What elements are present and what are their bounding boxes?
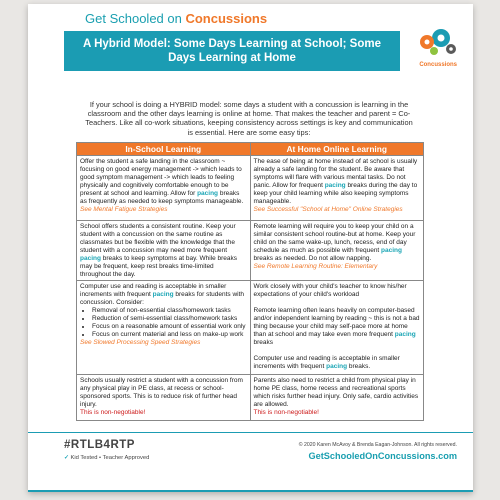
column-header-in-school: In-School Learning: [77, 143, 251, 156]
online-strategies-link[interactable]: See Successful "School at Home" Online Strategies: [253, 206, 403, 213]
non-negotiable-note: This is non-negotiable!: [253, 409, 319, 416]
table-row: [77, 281, 424, 375]
column-header-at-home: At Home Online Learning: [250, 143, 424, 156]
processing-speed-link[interactable]: See Slowed Processing Speed Strategies: [80, 339, 201, 346]
table-header-row: [77, 143, 424, 156]
list-item: • Focus on current material and less on make-up work: [92, 331, 247, 339]
hashtag: #RTLB4RTP: [64, 439, 135, 451]
cell-at-home-computer-use: Work closely with your child's teacher to know his/her expectations of your child's workload Remote learning often leans heavily on computer-based and/or independent learning by reading ~ this is not a bad thing because your child may self-pace more at home than at school and may take even more frequent pacing breaks Computer use and reading is acceptable in smaller increments with frequent pacing breaks.: [250, 281, 424, 375]
table-row: [77, 375, 424, 421]
copyright-notice: © 2020 Karen McAvoy & Brenda Eagan-Johnson. All rights reserved.: [298, 442, 457, 448]
cell-in-school-computer-use: Computer use and reading is acceptable in smaller increments with frequent pacing breaks for students with concussion. Consider: • Removal of non-essential class/homework tasks • Reduction of semi-essential class/homework tasks • Focus on a reasonable amount of essential work only • Focus on current material and less on make-up work See Slowed Processing Speed Strategies: [77, 281, 251, 375]
document-page: [28, 4, 473, 492]
gears-logo: [401, 24, 461, 68]
mental-fatigue-link[interactable]: See Mental Fatigue Strategies: [80, 206, 168, 213]
table-row: [77, 221, 424, 281]
cell-in-school-routine: School offers students a consistent routine. Keep your student with a concussion on the same routine as classmates but be flexible with the knowledge that the student with a concussion may need more frequent pacing breaks to keep symptoms at bay. While breaks may be frequent, keep rest breaks time-limited throughout the day.: [77, 221, 251, 281]
cell-in-school-safe-landing: Offer the student a safe landing in the classroom ~ focusing on good energy management -> which leads to good symptom management -> which leads to feeling physically and cognitively comfortable enough to be present at school and learning. Allow for pacing breaks as frequently as needed to keep symptoms manageable. See Mental Fatigue Strategies: [77, 156, 251, 221]
cell-at-home-physical-play: Parents also need to restrict a child from physical play in home PE class, home recess and recreational sports which risks further head injury. Only safe, cardio activities are allowed. This is non-negotiable!: [250, 375, 424, 421]
cell-at-home-safe-landing: The ease of being at home instead of at school is usually already a safe landing for the student. Be aware that symptoms will flare with various mental tasks. Do not panic. Allow for frequent pacing breaks during the day to keep your child learning while also keeping symptoms manageable. See Successful "School at Home" Online Strategies: [250, 156, 424, 221]
page-footer: [28, 432, 473, 492]
intro-paragraph: If your school is doing a HYBRID model: some days a student with a concussion is learning in the classroom and the other days learning is online at home. That makes the teacher and parent = Co-Teachers. Like all co-work situations, keeping consistency across settings is key and communication is essential. Here are some easy tips:: [85, 100, 413, 137]
badges: ✓ Kid Tested • Teacher Approved: [64, 455, 150, 461]
check-icon: ✓: [64, 455, 69, 461]
considerations-list: [80, 307, 247, 339]
cell-in-school-physical-play: Schools usually restrict a student with a concussion from any physical play in PE class, at recess or school-sponsored sports. This is to reduce risk of further head injury. This is non-negotiable!: [77, 375, 251, 421]
non-negotiable-note: This is non-negotiable!: [80, 409, 146, 416]
footer-rule: [28, 490, 473, 492]
remote-routine-link[interactable]: See Remote Learning Routine: Elementary: [253, 263, 378, 270]
gears-icon: [401, 24, 461, 64]
list-item: • Focus on a reasonable amount of essential work only: [92, 323, 247, 331]
cell-at-home-routine: Remote learning will require you to keep your child on a similar consistent school routine-but at home. Keep your child on the same wake-up, lunch, recess, end of day schedule as much as possible with frequent pacing breaks as needed. Do not allow napping. See Remote Learning Routine: Elementary: [250, 221, 424, 281]
tips-table: [76, 142, 424, 421]
brand-title: Get Schooled on Concussions: [85, 11, 268, 26]
website-link[interactable]: GetSchooledOnConcussions.com: [308, 451, 457, 461]
table-row: [77, 156, 424, 221]
logo-wordmark: Concussions: [419, 62, 457, 68]
document-title: A Hybrid Model: Some Days Learning at School; Some Days Learning at Home: [64, 31, 400, 71]
list-item: • Removal of non-essential class/homework tasks: [92, 307, 247, 315]
list-item: • Reduction of semi-essential class/homework tasks: [92, 315, 247, 323]
